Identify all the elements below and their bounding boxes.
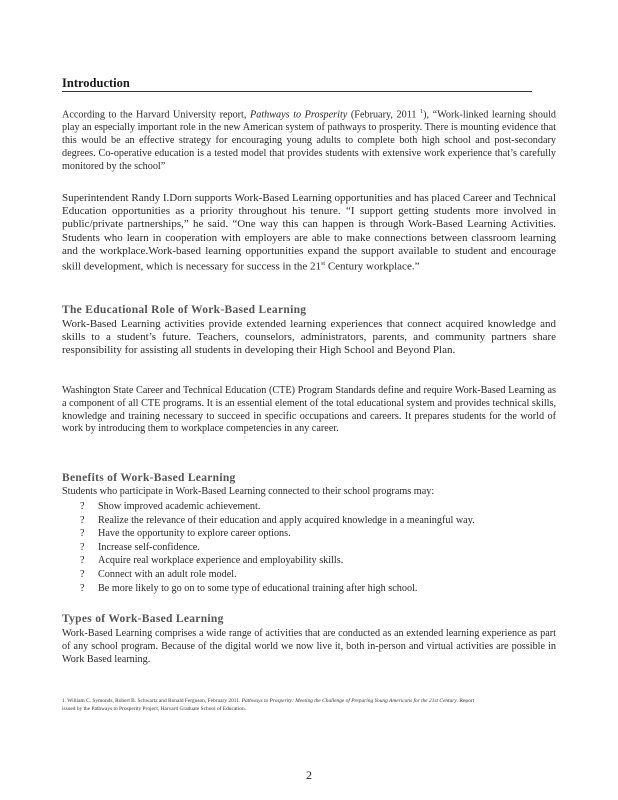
footnote-title: Pathways to Prosperity: Meeting the Challenge of Preparing Young Americans for the 21st Century xyxy=(241,698,457,704)
benefits-intro: Students who participate in Work-Based Learning connected to their school programs may: xyxy=(62,486,435,497)
list-item: ? Have the opportunity to explore career options. xyxy=(80,528,291,540)
footnote-ref: 1 xyxy=(420,109,424,115)
footnote-pre: 1. William C. Symonds, Robert B. Schwartz and Ronald Ferguson, February 2011. xyxy=(62,698,242,704)
bullet-glyph: ? xyxy=(80,501,85,512)
section-heading-benefits: Benefits of Work-Based Learning xyxy=(62,472,236,484)
bullet-glyph: ? xyxy=(80,555,85,567)
cte-standards-paragraph: Washington State Career and Technical Education (CTE) Program Standards define and require Work-Based Learning as a component of all CTE programs. It is an essential element of the total educational system and provides technical skills, knowledge and training necessary to succeed in specific occupations and careers. It prepares students for the world of work by introducing them to workplace competencies in any career. xyxy=(62,385,556,435)
bullet-glyph: ? xyxy=(80,514,85,526)
intro-paragraph-superintendent xyxy=(62,192,556,274)
p1-post: ), “Work-linked learning should play an especially important role in the new American system of pathways to prosperity. There is mounting evidence that this would be an effective strategy for encouraging young adults to complete both high school and post-secondary degrees. Co-operative education is a tested model that provides students with extensive work experience that’s carefully monitored by the school” xyxy=(62,109,557,172)
p2-end: Century workplace.” xyxy=(325,260,420,273)
footnote-post: . Report issued by the Pathways to Prosperity Project, Harvard Graduate School of Education. xyxy=(62,698,475,712)
p1-mid: (February, 2011 xyxy=(347,109,421,121)
bullet-glyph: ? xyxy=(80,568,85,580)
list-item: ? Increase self-confidence. xyxy=(80,541,200,553)
bullet-glyph: ? xyxy=(80,582,85,594)
types-paragraph: Work-Based Learning comprises a wide range of activities that are conducted as an extended learning experience as part of any school program. Because of the digital world we now live it, both in-person and virtual activities are possible in Work Based learning. xyxy=(62,628,556,665)
p1-pre: According to the Harvard University report, xyxy=(62,109,251,121)
list-item: ? Acquire real workplace experience and employability skills. xyxy=(80,555,344,567)
report-title: Pathways to Prosperity xyxy=(250,109,348,121)
section-heading-educational-role: The Educational Role of Work-Based Learning xyxy=(62,304,307,316)
section-heading-types: Types of Work-Based Learning xyxy=(62,613,224,625)
page-title: Introduction xyxy=(62,76,532,92)
page-number: 2 xyxy=(306,768,312,782)
list-item: ? Show improved academic achievement. xyxy=(80,501,261,512)
intro-paragraph-harvard xyxy=(62,106,556,173)
list-item: ? Realize the relevance of their education and apply acquired knowledge in a meaningful way. xyxy=(80,514,475,526)
century-sup: st xyxy=(321,261,326,268)
bullet-glyph: ? xyxy=(80,541,85,553)
educational-role-paragraph: Work-Based Learning activities provide extended learning experiences that connect acquired knowledge and skills to a student’s future. Teachers, counselors, administrators, parents, and community partners share responsibility for assisting all students in developing their High School and Beyond Plan. xyxy=(62,318,556,357)
bullet-glyph: ? xyxy=(80,528,85,540)
benefits-list xyxy=(80,500,560,595)
footnote xyxy=(62,698,482,713)
list-item: ? Be more likely to go on to some type of educational training after high school. xyxy=(80,582,418,594)
p2-main: Superintendent Randy I.Dorn supports Work-Based Learning opportunities and has placed Career and Technical Education opportunities as a priority throughout his tenure. “I support getting students more involved in public/private partnerships,” he said. “One way this can happen is through Work-Based Learning Activities. Students who learn in cooperation with employers are able to make connections between classroom learning and the workplace.Work-based learning opportunities expand the support available to student and encourage skill development, which is necessary for success in the 21 xyxy=(62,192,556,273)
list-item: ? Connect with an adult role model. xyxy=(80,568,237,580)
